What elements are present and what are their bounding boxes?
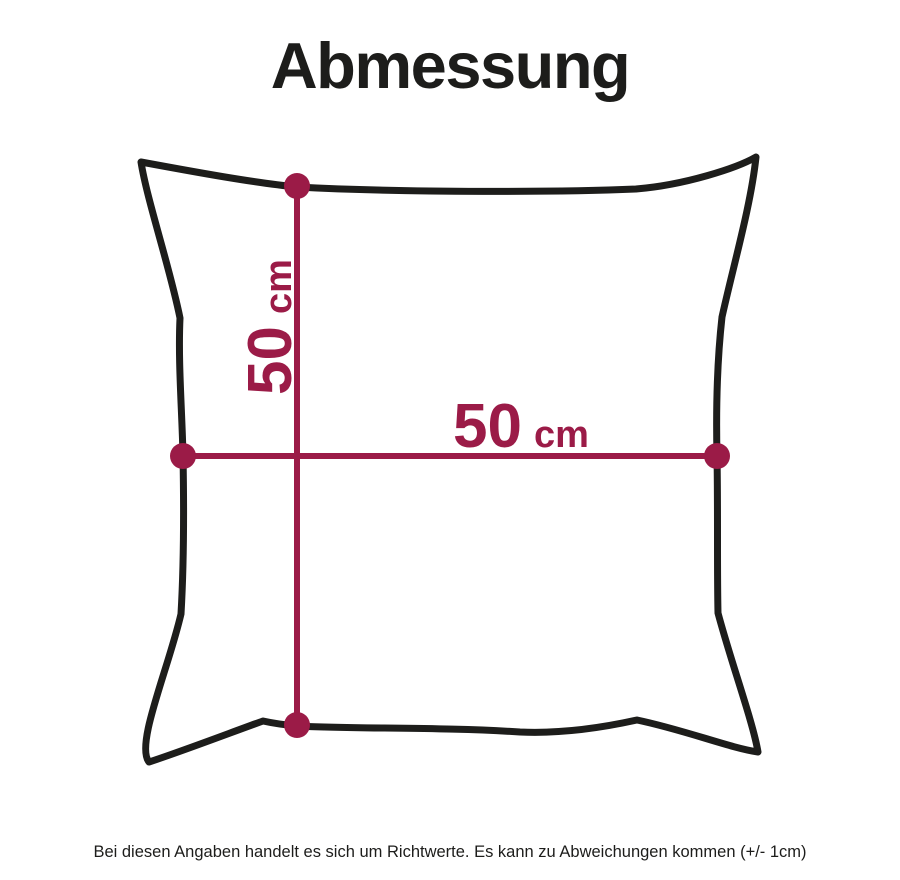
horizontal-dimension-label bbox=[453, 392, 589, 461]
vertical-dimension-value: 50 bbox=[236, 325, 305, 395]
page-title: Abmessung bbox=[270, 29, 630, 102]
vertical-dimension-label bbox=[236, 259, 305, 395]
horizontal-dimension-unit: cm bbox=[534, 414, 589, 456]
dimension-dot-bottom bbox=[284, 712, 310, 738]
dimension-dot-left bbox=[170, 443, 196, 469]
disclaimer-text: Bei diesen Angaben handelt es sich um Richtwerte. Es kann zu Abweichungen kommen (+/- 1cm) bbox=[93, 843, 807, 861]
vertical-dimension-unit: cm bbox=[258, 259, 300, 314]
dimension-dot-right bbox=[704, 443, 730, 469]
horizontal-dimension-value: 50 bbox=[453, 392, 523, 461]
dimension-dot-top bbox=[284, 173, 310, 199]
pillow-outline bbox=[141, 157, 758, 762]
